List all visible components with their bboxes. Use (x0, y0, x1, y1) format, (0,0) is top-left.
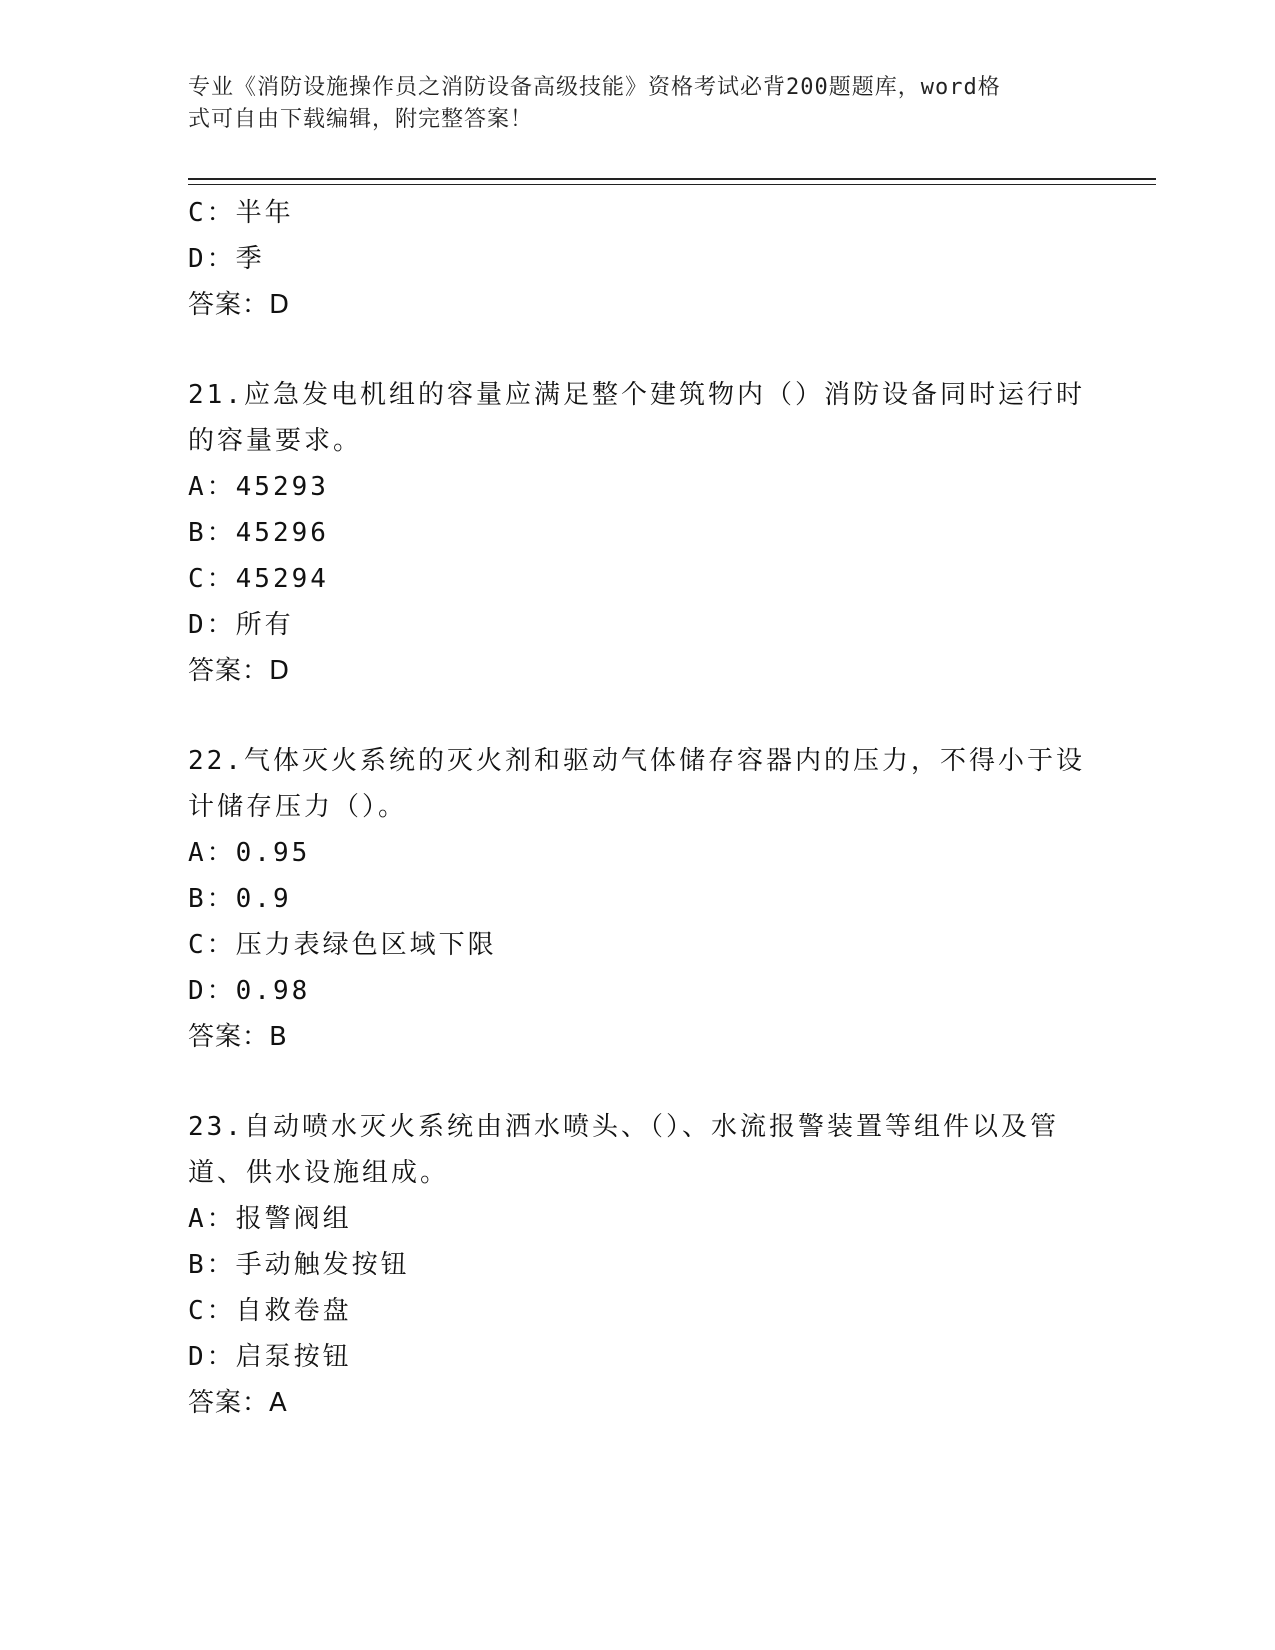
option-b: B：0.9 (188, 884, 292, 914)
spacer (188, 328, 1088, 372)
answer-line: 答案：D (188, 656, 291, 686)
question-text-line-2: 计储存压力（）。 (188, 792, 408, 822)
option-c: C：压力表绿色区域下限 (188, 930, 497, 960)
question-text-line-2: 道、供水设施组成。 (188, 1158, 450, 1188)
option-c: C：半年 (188, 198, 294, 228)
option-a: A：45293 (188, 472, 329, 502)
question-text-line-1: 23.自动喷水灭火系统由洒水喷头、（）、水流报警装置等组件以及管 (188, 1112, 1059, 1142)
option-d: D：季 (188, 244, 265, 274)
option-d: D：所有 (188, 610, 294, 640)
question-block-21 (188, 372, 1088, 694)
option-a: A：报警阀组 (188, 1204, 352, 1234)
question-list (188, 190, 1088, 1426)
header-divider (188, 178, 1156, 180)
answer-line: 答案：B (188, 1022, 288, 1052)
header-line-2: 式可自由下载编辑，附完整答案！ (188, 107, 534, 132)
question-block-carryover (188, 190, 1088, 328)
answer-line: 答案：A (188, 1388, 288, 1418)
option-d: D：启泵按钮 (188, 1342, 352, 1372)
option-c: C：45294 (188, 564, 329, 594)
header-divider-thin (188, 184, 1156, 185)
option-a: A：0.95 (188, 838, 311, 868)
question-text-line-1: 21.应急发电机组的容量应满足整个建筑物内（）消防设备同时运行时 (188, 380, 1085, 410)
question-text-line-1: 22.气体灭火系统的灭火剂和驱动气体储存容器内的压力，不得小于设 (188, 746, 1085, 776)
option-b: B：45296 (188, 518, 329, 548)
spacer (188, 694, 1088, 738)
header-line-1: 专业《消防设施操作员之消防设备高级技能》资格考试必背200题题库，word格 (188, 75, 1001, 100)
option-b: B：手动触发按钮 (188, 1250, 410, 1280)
page-header (188, 72, 1068, 136)
question-block-22 (188, 738, 1088, 1060)
answer-line: 答案：D (188, 290, 291, 320)
spacer (188, 1060, 1088, 1104)
question-block-23 (188, 1104, 1088, 1426)
option-c: C：自救卷盘 (188, 1296, 352, 1326)
question-text-line-2: 的容量要求。 (188, 426, 363, 456)
option-d: D：0.98 (188, 976, 311, 1006)
